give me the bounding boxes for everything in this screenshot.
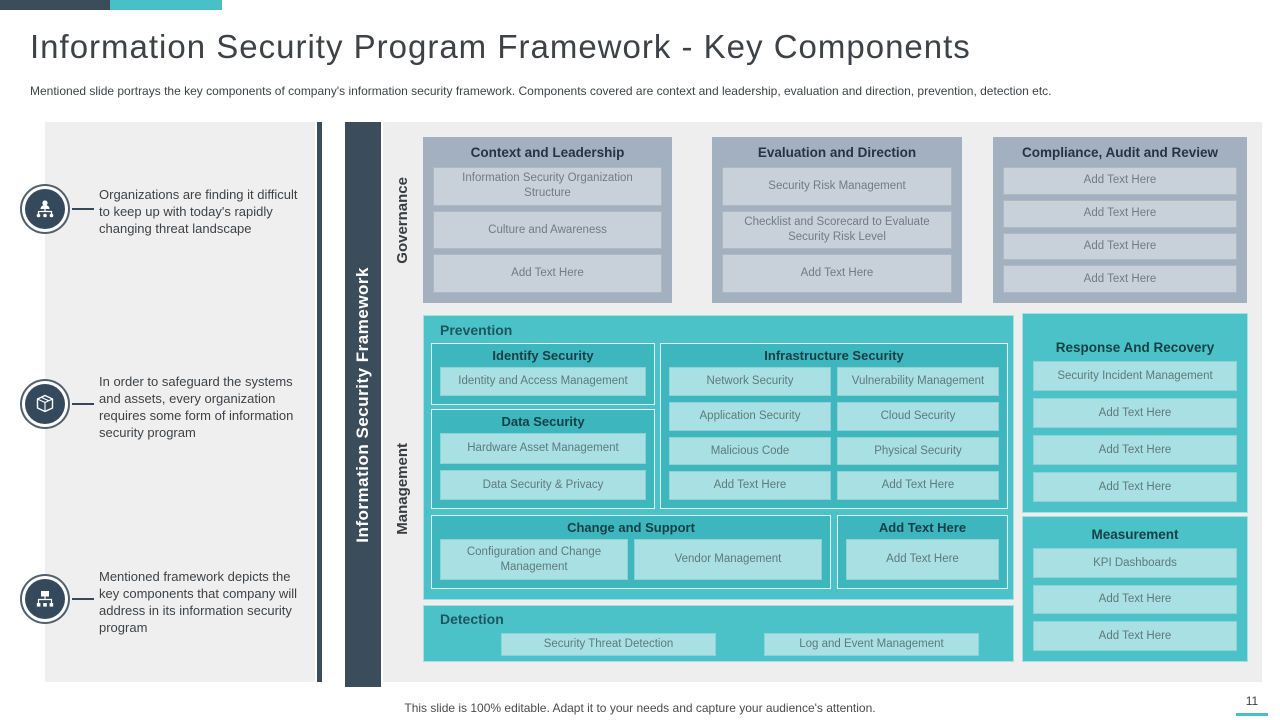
framework-item: Add Text Here [1003,233,1237,261]
note-item: In order to safeguard the systems and assets, every organization requires some form of information security program [99,374,294,440]
note-item: Mentioned framework depicts the key components that company will address in its information security program [99,569,297,635]
measurement-section [1022,516,1248,662]
framework-item: Add Text Here [1033,435,1237,465]
framework-panel [383,122,1262,682]
framework-item: Hardware Asset Management [440,433,646,464]
top-accent-dark [0,0,110,10]
framework-item: Add Text Here [837,471,999,500]
framework-item: Add Text Here [669,471,831,500]
framework-item: Data Security & Privacy [440,470,646,501]
section-header: Compliance, Audit and Review [1021,145,1219,160]
note-connector [72,403,94,405]
section-header: Response And Recovery [1055,340,1215,355]
framework-item: Add Text Here [722,254,952,293]
page-title: Information Security Program Framework - Key Components [30,28,971,65]
framework-item: Security Incident Management [1033,361,1237,391]
framework-item: Add Text Here [1003,200,1237,228]
page-number: 11 [1236,694,1268,716]
footer-note: This slide is 100% editable. Adapt it to your needs and capture your audience's attention. [404,701,876,715]
framework-item: Log and Event Management [764,633,979,656]
subsection-header: Add Text Here [878,520,967,535]
framework-item: Add Text Here [1003,167,1237,195]
framework-item: Network Security [669,367,831,396]
subsection-header: Infrastructure Security [764,348,904,363]
note-connector [72,208,94,210]
note-item: Organizations are finding it difficult to keep up with today's rapidly changing threat landscape [99,187,298,236]
subsection-header: Change and Support [567,520,695,535]
framework-item: Configuration and Change Management [440,539,628,580]
framework-item: Physical Security [837,437,999,466]
package-icon [25,384,65,424]
framework-item: Checklist and Scorecard to Evaluate Security Risk Level [722,211,952,250]
evaluation-and-direction-box [712,137,962,303]
prevention-title: Prevention [440,322,513,338]
context-and-leadership-box [423,137,672,303]
framework-item: Information Security Organization Structure [433,167,662,206]
prevention-section [423,315,1014,600]
framework-item: Identity and Access Management [440,367,646,396]
framework-item: Add Text Here [1033,472,1237,502]
framework-item: Add Text Here [1003,265,1237,293]
response-and-recovery-section [1022,313,1248,513]
framework-item: Add Text Here [846,539,999,580]
subsection-header: Data Security [501,414,585,429]
framework-item: Add Text Here [1033,621,1237,651]
change-and-support-box [431,515,831,589]
framework-item: Add Text Here [433,254,662,293]
framework-item: Security Threat Detection [501,633,716,656]
sitemap-icon [25,579,65,619]
note-connector [72,598,94,600]
framework-item: Security Risk Management [722,167,952,206]
section-header: Evaluation and Direction [757,145,917,160]
framework-item: Culture and Awareness [433,211,662,250]
subsection-header: Identify Security [492,348,594,363]
section-header: Context and Leadership [470,145,625,160]
section-header: Measurement [1091,527,1179,542]
top-accent-teal [110,0,222,10]
compliance-audit-review-box [993,137,1247,303]
framework-item: Add Text Here [1033,398,1237,428]
identify-security-box [431,343,655,405]
framework-item: Application Security [669,402,831,431]
org-chart-icon [25,189,65,229]
framework-vertical-label: Information Security Framework [353,266,372,543]
vertical-divider [317,122,322,682]
add-text-column-box [837,515,1008,589]
framework-item: Add Text Here [1033,585,1237,615]
page-subtitle: Mentioned slide portrays the key components of company's information security framework. Components covered are context and leadership, evaluation and direction, prevention, detection etc. [30,84,1052,98]
infrastructure-security-box [660,343,1008,509]
data-security-box [431,409,655,509]
framework-item: Vendor Management [634,539,822,580]
framework-item: Cloud Security [837,402,999,431]
detection-title: Detection [440,611,504,627]
framework-item: KPI Dashboards [1033,548,1237,578]
detection-section [423,605,1014,662]
governance-row-label: Governance [393,176,411,264]
framework-item: Malicious Code [669,437,831,466]
framework-item: Vulnerability Management [837,367,999,396]
management-row-label: Management [393,442,411,535]
framework-vertical-bar [345,122,381,687]
